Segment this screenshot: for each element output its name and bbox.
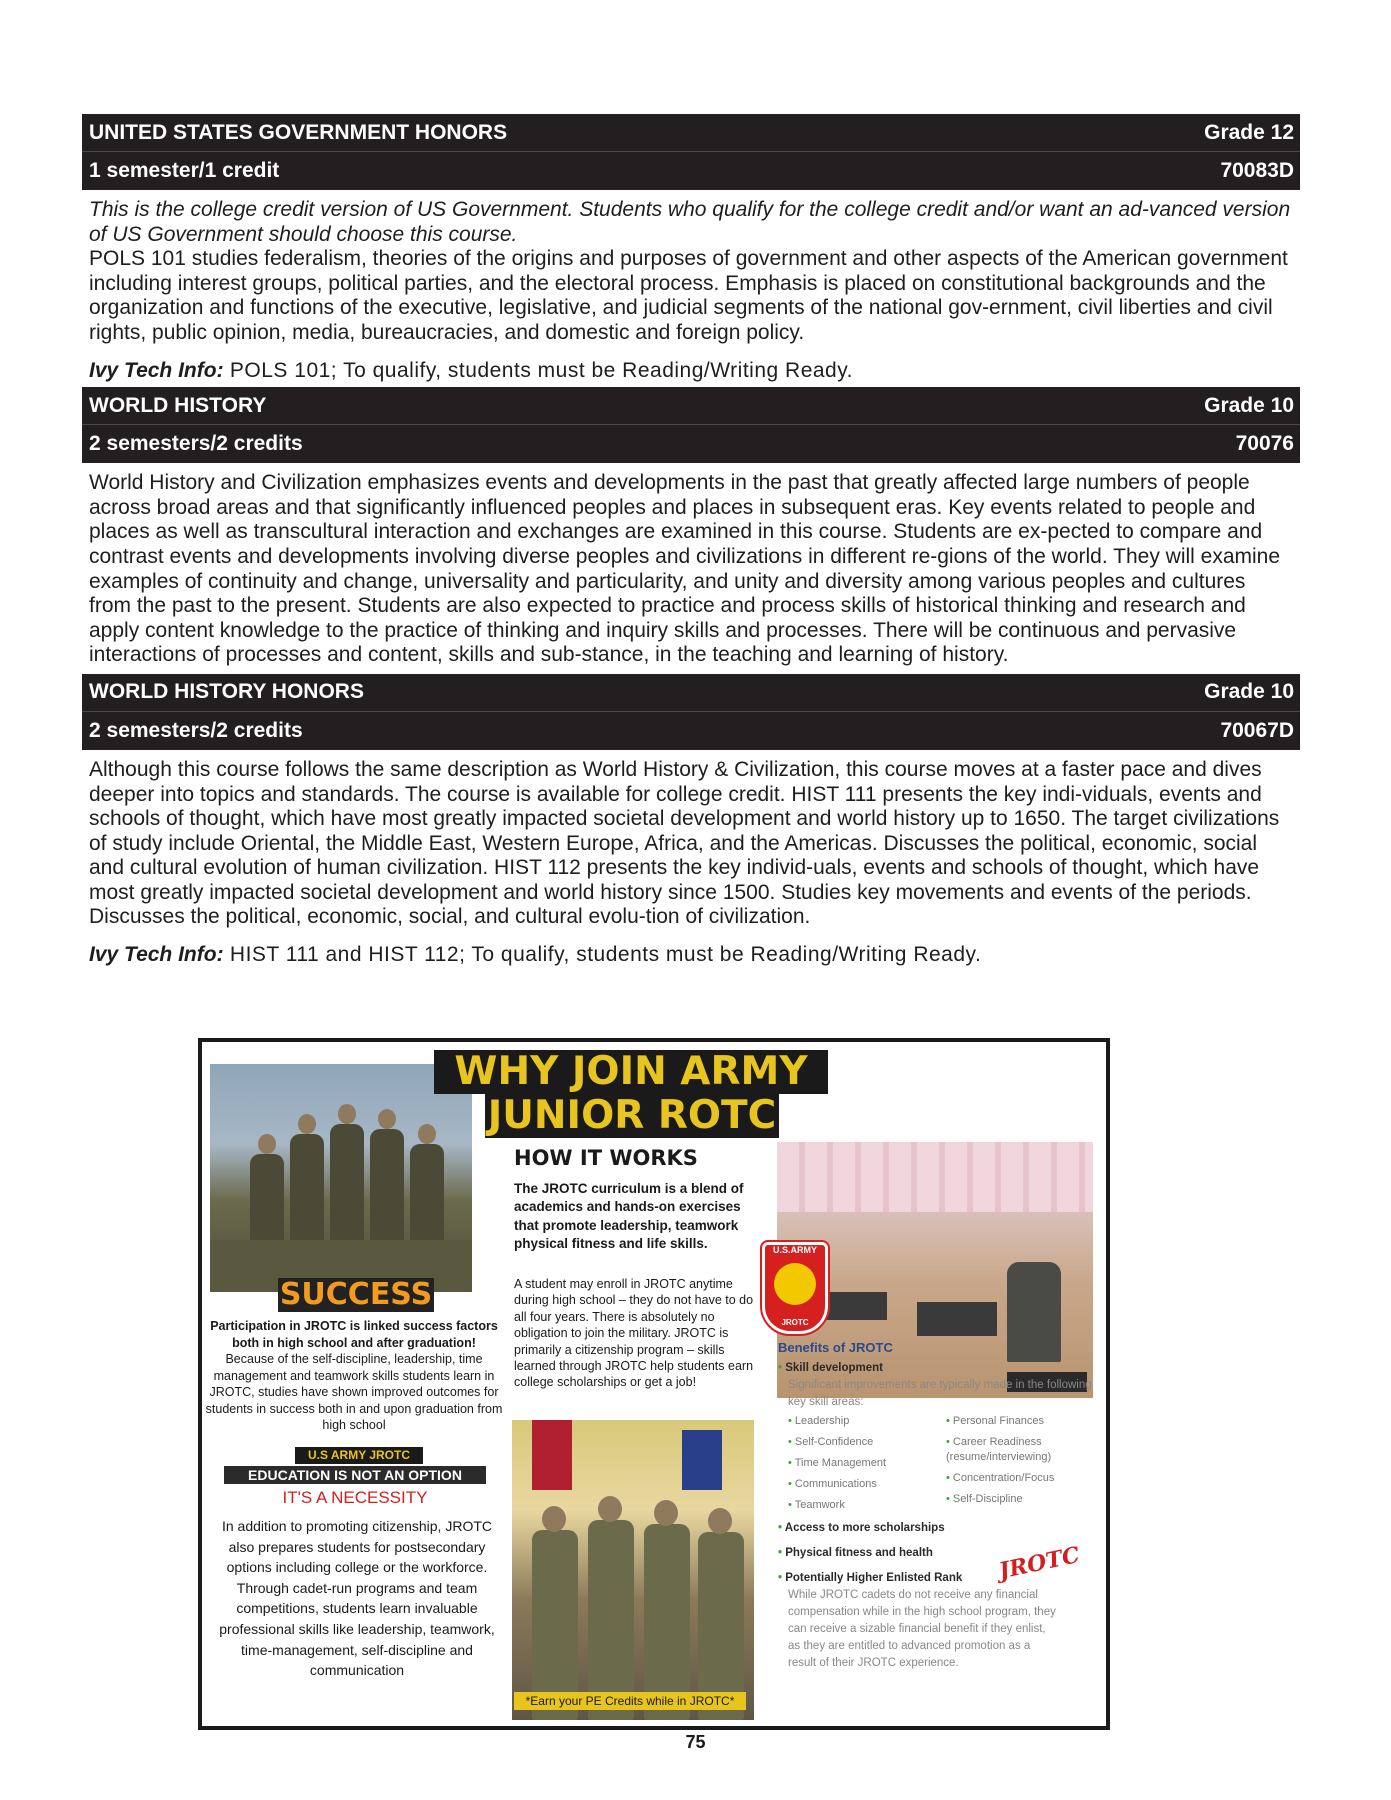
how-it-works-body: A student may enroll in JROTC anytime during high school – they do not have to do all four years. There is absolutely no obligation to join the military. JROTC is primarily a citizenship program – skills learned through JROTC help students earn college scholarships or get a job! <box>514 1277 754 1390</box>
course-description <box>82 190 1300 346</box>
jrotc-mascot-logo: JROTC <box>996 1541 1083 1585</box>
course-header-us-gov-honors <box>82 114 1300 152</box>
course-title: WORLD HISTORY HONORS <box>89 680 364 704</box>
success-body: Because of the self-discipline, leadership, time management and teamwork skills students learn in JROTC, studies have shown improved outcomes for students in success both in and upon graduation from high school <box>205 1352 503 1432</box>
course-description <box>82 750 1300 930</box>
skill-columns <box>778 1411 1104 1516</box>
ivy-text: POLS 101; To qualify, students must be Reading/Writing Ready. <box>223 358 854 382</box>
benefit-scholarships: • Access to more scholarships <box>778 1522 945 1534</box>
benefit-skill: • Skill development <box>778 1362 884 1374</box>
skill-sub-text: Significant improvements are typically made in the following key skill areas: <box>788 1379 1092 1408</box>
benefits-list <box>778 1360 1104 1672</box>
emblem-top-text: U.S.ARMY <box>772 1245 817 1255</box>
course-title: WORLD HISTORY <box>89 393 267 417</box>
skill-item: • Personal Finances <box>946 1415 1045 1427</box>
course-body: Although this course follows the same description as World History & Civilization, this course moves at a faster pace and dives deeper into topics and standards. The course is available for college credit. HIST 111 presents the key indi-viduals, events and schools of thought, which have most greatly impacted societal development and world history up to 1650. The target civilizations of study include Oriental, the Middle East, Western Europe, Africa, and the Americas. Discusses the political, economic, social and cultural evolution of human civilization. HIST 112 presents the key individ-uals, events and schools of thought, which have most greatly impacted societal development and world history since 1500. Studies key movements and events of the periods. Discusses the political, economic, social, and cultural evolu-tion of civilization. <box>89 757 1280 929</box>
army-jrotc-badge: U.S ARMY JROTC <box>295 1447 423 1464</box>
jrotc-flyer <box>198 1038 1110 1730</box>
emblem-bottom-text: JROTC <box>781 1318 809 1327</box>
course-grade: Grade 12 <box>1204 120 1294 144</box>
skill-item: • Time Management <box>788 1457 887 1469</box>
skill-item: • Career Readiness (resume/interviewing) <box>946 1436 1052 1463</box>
skill-item: • Self-Discipline <box>946 1493 1023 1505</box>
course-body: POLS 101 studies federalism, theories of the origins and purposes of government and other aspects of the American government including interest groups, political parties, and the electoral process. Emphasis is placed on constitutional backgrounds and the organization and functions of the executive, legislative, and judicial segments of the national gov-ernment, civil liberties and civil rights, public opinion, media, bureaucracies, and domestic and foreign policy. <box>89 247 1288 344</box>
ivy-text: HIST 111 and HIST 112; To qualify, students must be Reading/Writing Ready. <box>223 943 982 967</box>
skill-item: • Concentration/Focus <box>946 1472 1055 1484</box>
success-label: SUCCESS <box>279 1277 433 1312</box>
course-duration: 2 semesters/2 credits <box>89 718 303 742</box>
course-header-world-history-honors <box>82 674 1300 712</box>
course-subheader-us-gov-honors <box>82 152 1300 190</box>
addition-text: In addition to promoting citizenship, JROTC also prepares students for postsecondary options including college or the workforce. Through cadet-run programs and team competitions, students learn invaluable professional skills like leadership, teamwork, time-management, self-discipline and communication <box>219 1518 495 1679</box>
course-code: 70076 <box>1235 432 1294 456</box>
how-it-works-lead: The JROTC curriculum is a blend of academics and hands-on exercises that promote leadership, teamwork physical fitness and life skills. <box>514 1181 744 1252</box>
course-body: World History and Civilization emphasizes events and developments in the past that greatly affected large numbers of people across broad areas and that significantly influenced peoples and places in subsequent eras. Key events related to people and places as well as transcultural interaction and exchanges are examined in this course. Students are ex-pected to compare and contrast events and developments involving diverse peoples and civilizations in different re-gions of the world. They will examine examples of continuity and change, universality and particularity, and unity and diversity among various peoples and cultures from the past to the present. Students are also expected to practice and process skills of historical thinking and research and apply content knowledge to the practice of thinking and inquiry skills and processes. There will be continuous and pervasive interactions of processes and content, skills and sub-stance, in the teaching and learning of history. <box>89 471 1281 667</box>
course-subheader-world-history <box>82 425 1300 463</box>
ivy-tech-info <box>82 930 1300 972</box>
page-number: 75 <box>685 1732 706 1752</box>
cadets-group-photo <box>210 1064 472 1292</box>
ivy-label: Ivy Tech Info: <box>89 943 224 967</box>
success-text <box>204 1318 504 1434</box>
benefit-rank-body: While JROTC cadets do not receive any financial compensation while in the high school program, they can receive a sizable financial benefit if they enlist, as they are entitled to advanced promotion as a result of their JROTC experience. <box>788 1589 1056 1669</box>
success-bold: Participation in JROTC is linked success factors both in high school and after graduation! <box>210 1319 498 1350</box>
pe-credit-banner: *Earn your PE Credits while in JROTC* <box>514 1692 746 1710</box>
course-duration: 1 semester/1 credit <box>89 159 280 182</box>
benefit-fitness: • Physical fitness and health <box>778 1547 933 1559</box>
course-subheader-world-history-honors <box>82 712 1300 750</box>
how-it-works-title: HOW IT WORKS <box>514 1146 698 1170</box>
necessity-text: IT'S A NECESSITY <box>282 1488 428 1507</box>
skill-item: • Leadership <box>788 1415 850 1427</box>
course-duration: 2 semesters/2 credits <box>89 432 303 456</box>
skill-item: • Teamwork <box>788 1499 845 1511</box>
flyer-headline-1: WHY JOIN ARMY <box>434 1050 828 1094</box>
ivy-label: Ivy Tech Info: <box>89 358 224 382</box>
color-guard-photo <box>512 1420 754 1720</box>
skill-item: • Self-Confidence <box>788 1436 874 1448</box>
benefit-rank: • Potentially Higher Enlisted Rank <box>778 1572 963 1584</box>
course-code: 70083D <box>1220 159 1294 182</box>
education-banner: EDUCATION IS NOT AN OPTION <box>224 1466 486 1484</box>
course-description <box>82 463 1300 668</box>
skill-item: • Communications <box>788 1478 877 1490</box>
course-code: 70067D <box>1220 718 1294 742</box>
course-intro: This is the college credit version of US Government. Students who qualify for the college credit and/or want an ad-vanced version of US Government should choose this course. <box>89 198 1291 246</box>
ivy-tech-info <box>82 346 1300 388</box>
course-grade: Grade 10 <box>1204 680 1294 704</box>
course-grade: Grade 10 <box>1204 393 1294 417</box>
course-catalog-content <box>82 114 1300 972</box>
benefits-title: Benefits of JROTC <box>778 1340 893 1355</box>
us-army-jrotc-emblem <box>762 1242 828 1334</box>
course-title: UNITED STATES GOVERNMENT HONORS <box>89 120 508 144</box>
flyer-headline-2: JUNIOR ROTC <box>485 1094 779 1138</box>
course-header-world-history <box>82 387 1300 425</box>
